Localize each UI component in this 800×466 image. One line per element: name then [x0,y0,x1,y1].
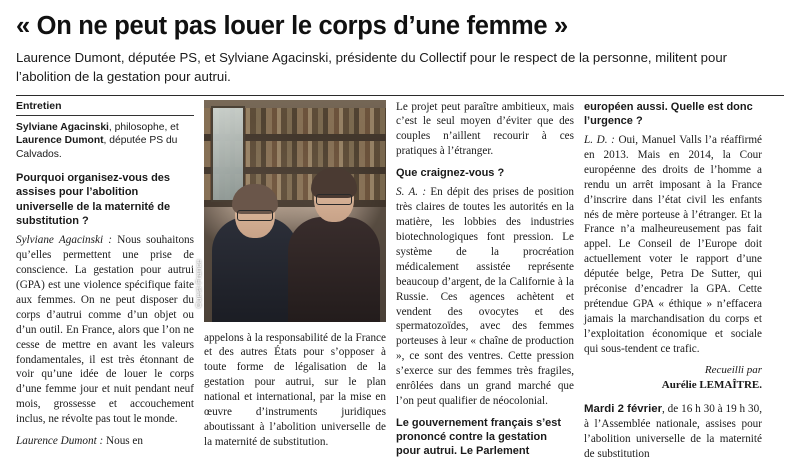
byline-name-2: Laurence Dumont [16,135,104,147]
article-columns [16,100,784,464]
footer-details: , de 16 h 30 à 19 h 30, à l’Assemblée nationale, assises pour l’abolition universelle de la maternité de substitution [584,403,762,460]
byline [16,121,194,163]
photo-image [204,100,386,322]
column-3-paragraph-1: Le projet peut paraître ambitieux, mais c’est le seul moyen d’éviter que des couples n’aillent recourir à ces pratiques à l’étranger. [396,100,574,158]
glasses-icon-2 [316,194,352,205]
question-3: Le gouvernement français s’est prononcé contre la gestation pour autrui. Le Parlement [396,416,562,458]
signoff [584,363,762,392]
glasses-icon [237,210,273,221]
question-1: Pourquoi organisez-vous des assises pour l’abolition universelle de la maternité de substitution ? [16,172,171,228]
question-2: Que craignez-vous ? [396,167,505,180]
column-2 [194,100,386,457]
question-3-continued: européen aussi. Quelle est donc l’urgence ? [584,100,753,127]
column-4 [584,100,762,462]
answer-2 [16,434,194,449]
person-right [288,164,380,322]
column-3 [396,100,574,464]
divider-kicker [16,115,194,116]
answer-3-speaker: S. A. : [396,186,427,199]
signoff-label: Recueilli par [704,364,762,377]
footer-event-note [584,402,762,462]
footer-date: Mardi 2 février [584,403,663,416]
photo-credit: Ouest-France [194,258,203,308]
page-title: « On ne peut pas louer le corps d’une femme » [16,12,568,40]
byline-role-1: , philosophe, et [108,121,179,133]
answer-1-speaker: Sylviane Agacinski : [16,234,113,247]
column-2-paragraph: appelons à la responsabilité de la France et des autres États pour s’opposer à toute forme de légalisation de la gestation pour autrui, sur le plan national et international, par la mise en œuvre d’instruments juridiques aboutissant à l’abolition universelle de la maternité de substitution. [204,331,386,448]
divider-top [16,95,784,96]
answer-1 [16,233,194,427]
answer-3-text: En dépit des prises de position très claires de toutes les autorités en la matière, les lobbies des industries biotechnologiques font pression. Le système de la procréation médicalement assistée représente beaucoup d’argent, de la Californie à la Russie. Ces agences achètent et vendent des ovocytes et des spermatozoïdes, avec des femmes porteuses à leur « chaîne de production », ce sont des ventres. Cette pression s’exerce sur des femmes très fragiles, enrôlées dans un grand marché que l’on peut qualifier de néocolonial. [396,186,574,407]
answer-4-text: Oui, Manuel Valls l’a réaffirmé en 2013. Mais en 2014, la Cour européenne des droits de l’homme a rendu un arrêt imposant à la France d’inscrire dans l’état civil les enfants nés de mère porteuse à l’étranger. Et la France n’a malheureusement pas fait appel. Le Conseil de l’Europe doit actuellement voter le rapport d’une députée belge, Petra De Sutter, qui préconise d’encadrer la GPA. Cette prétendue GPA « éthique » n’effacera jamais la marchandisation du corps et l’exploitation économique et sociale qui sous-tendent ce trafic. [584,134,762,355]
article-photo [194,100,386,322]
standfirst: Laurence Dumont, députée PS, et Sylviane Agacinski, présidente du Collectif pour le respect de la personne, militent pour l’abolition de la gestation pour autrui. [16,50,728,84]
column-1 [16,100,194,456]
photo-text-spacer [204,322,386,331]
signoff-name: Aurélie LEMAÎTRE. [661,378,762,391]
person-left [212,172,298,322]
person-right-torso [288,217,380,322]
answer-4 [584,133,762,356]
answer-3 [396,185,574,408]
byline-role-2: , députée PS du Calvados. [16,135,178,161]
answer-1-text: Nous souhaitons qu’elles permettent une prise de conscience. La gestation pour autrui (GPA) est une violence spécifique faite aux femmes. On ne peut disposer du corps d’autrui comme d’un objet ou d’un outil. En France, alors que l’on ne cesse de mettre en avant les valeurs fondamentales, il est très étonnant de voir qu’une idée de louer le corps d’une femme jour et nuit pendant neuf mois, grossesse et accouchement inclus, ne révolte pas tout le monde. [16,234,194,426]
section-kicker: Entretien [16,99,62,112]
answer-2-speaker: Laurence Dumont : [16,434,104,447]
byline-name-1: Sylviane Agacinski [16,121,109,133]
answer-4-speaker: L. D. : [584,134,615,147]
answer-2-text: Nous en [103,434,143,447]
